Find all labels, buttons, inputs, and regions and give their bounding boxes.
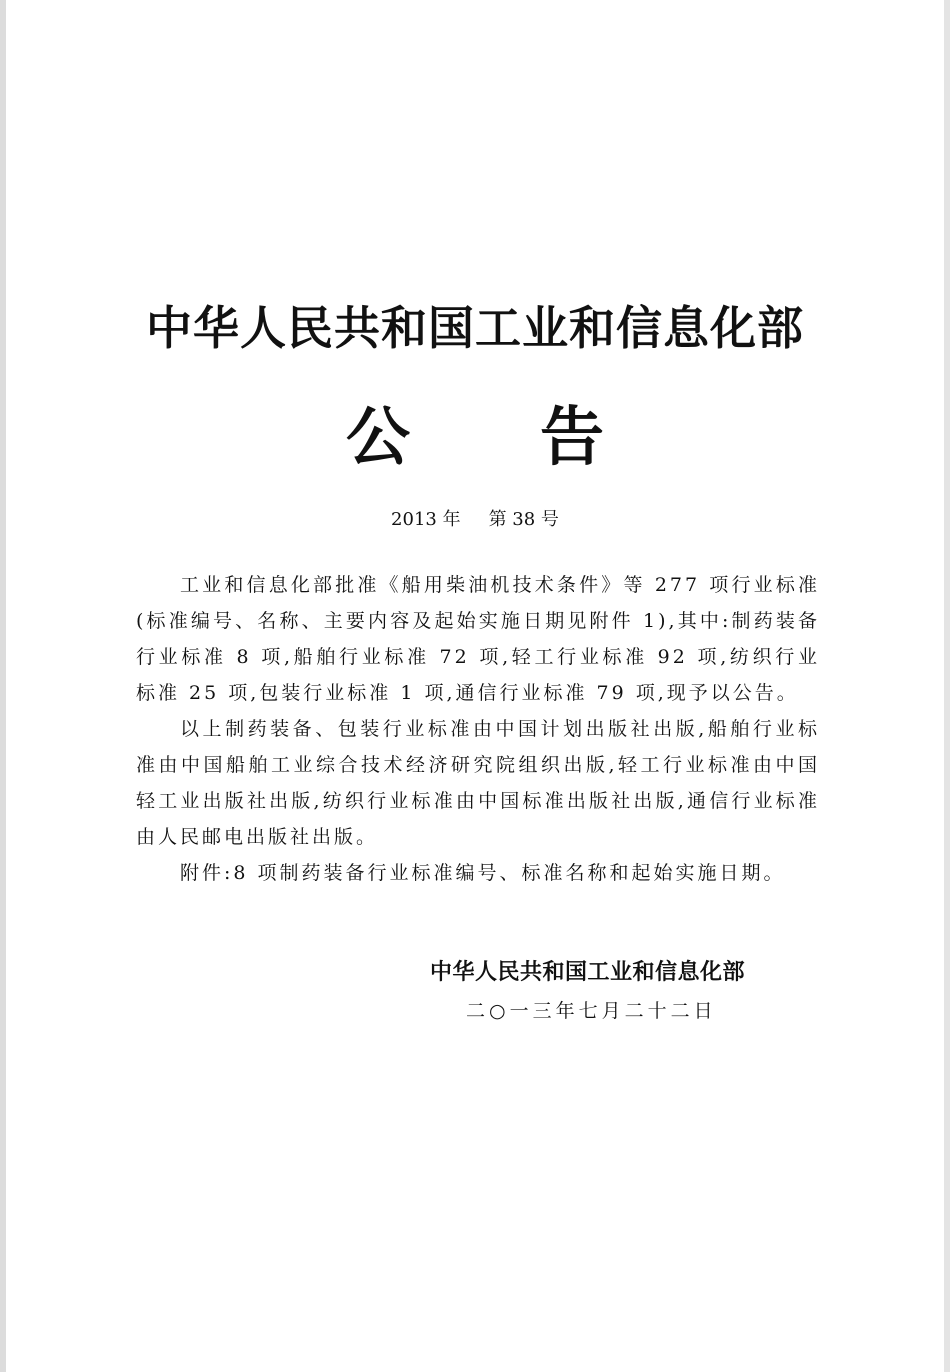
- body-paragraph-2: 以上制药装备、包装行业标准由中国计划出版社出版,船舶行业标准由中国船舶工业综合技术经济研究院组织出版,轻工行业标准由中国轻工业出版社出版,纺织行业标准由中国标准出版社出版,通信行业标准由人民邮电出版社出版。: [136, 718, 820, 848]
- signature-date: 二○一三年七月二十二日: [466, 1000, 717, 1022]
- ministry-title: 中华人民共和国工业和信息化部: [146, 301, 804, 355]
- issue-year: 2013 年: [391, 509, 461, 530]
- notice-title-char-2: 告: [540, 401, 604, 475]
- page-left-edge: [0, 0, 6, 1372]
- notice-title: [0, 398, 950, 478]
- notice-title-char-1: 公: [346, 401, 410, 475]
- body-paragraph-1: 工业和信息化部批准《船用柴油机技术条件》等 277 项行业标准(标准编号、名称、主要内容及起始实施日期见附件 1),其中:制药装备行业标准 8 项,船舶行业标准 72 项,轻工行业标准 92 项,纺织行业标准 25 项,包装行业标准 1 项,通信行业标准 79 项,现予以公告。: [136, 574, 820, 704]
- notice-body: [136, 567, 820, 891]
- issue-number: 第 38 号: [488, 509, 559, 530]
- body-paragraph-3: 附件:8 项制药装备行业标准编号、标准名称和起始实施日期。: [180, 862, 786, 884]
- page-right-edge: [944, 0, 950, 1372]
- issue-line: [0, 506, 950, 534]
- signature-organization: 中华人民共和国工业和信息化部: [430, 960, 746, 985]
